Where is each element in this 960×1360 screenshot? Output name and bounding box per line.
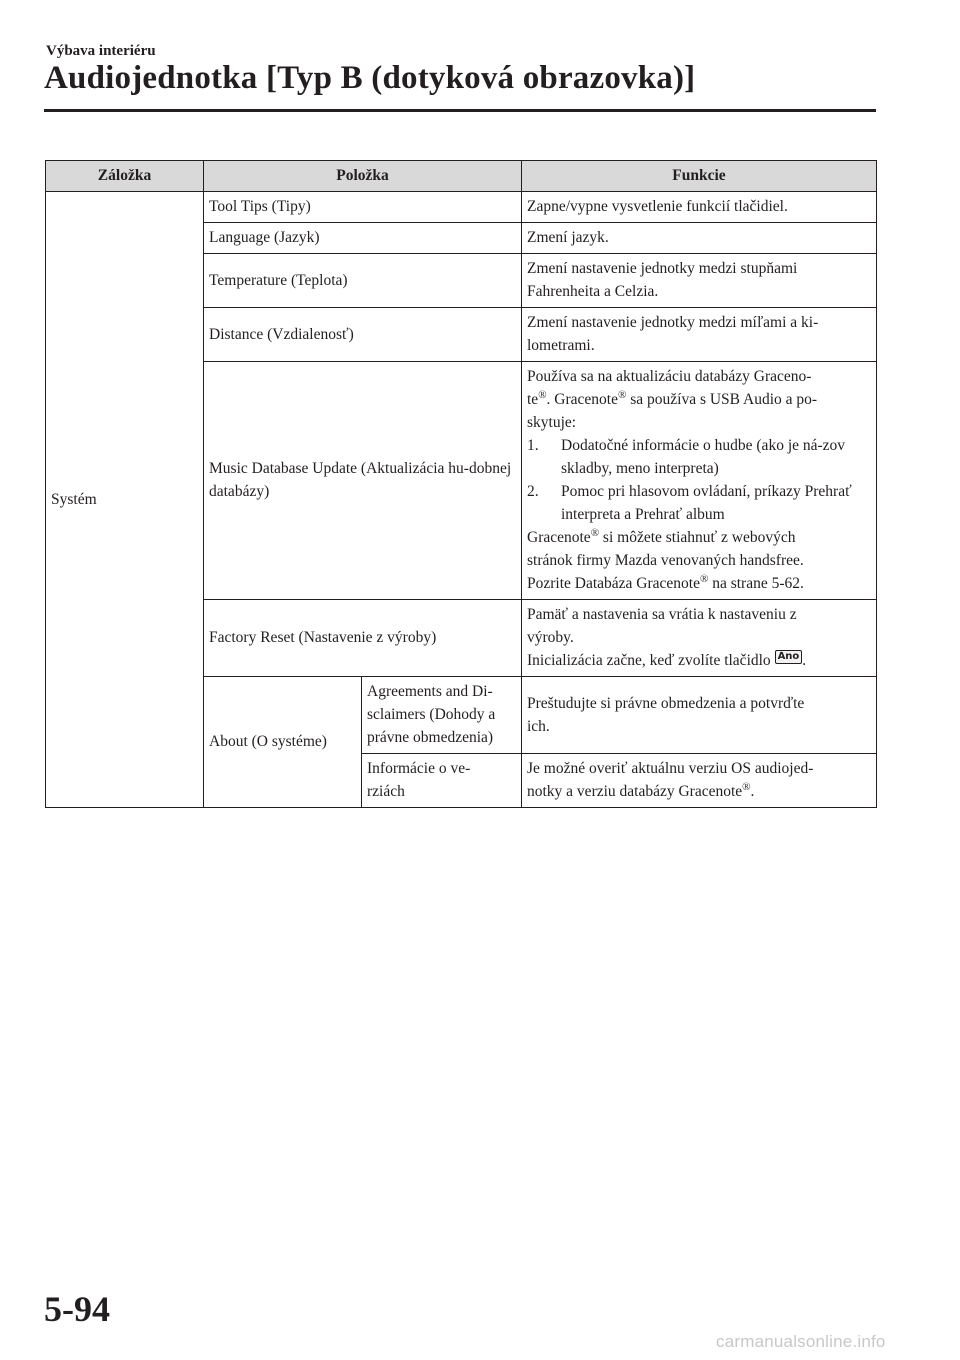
music-db-list-item: 2. Pomoc pri hlasovom ovládaní, príkazy Prehrať interpreta a Prehrať album <box>527 483 852 523</box>
music-db-download: Gracenote® si môžete stiahnuť z webových <box>527 526 796 546</box>
music-db-intro: te®. Gracenote® sa používa s USB Audio a po- <box>527 388 818 408</box>
music-db-list-item: 1. Dodatočné informácie o hudbe (ako je ná-zov skladby, meno interpreta) <box>527 437 846 477</box>
function-language: Zmení jazyk. <box>522 223 877 254</box>
function-distance <box>522 308 877 362</box>
function-factory-reset-line: Inicializácia začne, keď zvolíte tlačidlo Áno . <box>527 651 807 669</box>
header-tab: Záložka <box>46 161 204 192</box>
header-function: Funkcie <box>522 161 877 192</box>
registered-mark: ® <box>590 526 600 539</box>
registered-mark: ® <box>538 388 547 401</box>
page-number: 5-94 <box>44 1289 110 1329</box>
function-factory-reset-line: výroby. <box>527 629 574 646</box>
table-header-row <box>46 161 877 192</box>
item-distance: Distance (Vzdialenosť) <box>204 308 522 362</box>
item-temperature: Temperature (Teplota) <box>204 254 522 308</box>
function-distance-line: Zmení nastavenie jednotky medzi míľami a ki- <box>527 314 819 331</box>
item-factory-reset: Factory Reset (Nastavenie z výroby) <box>204 600 522 677</box>
section-label: Výbava interiéru <box>46 43 156 59</box>
item-music-database: Music Database Update (Aktualizácia hu-dobnej databázy) <box>204 362 522 600</box>
item-about: About (O systéme) <box>204 677 362 808</box>
item-language: Language (Jazyk) <box>204 223 522 254</box>
header-item: Položka <box>204 161 522 192</box>
registered-mark: ® <box>742 780 751 793</box>
registered-mark: ® <box>617 388 627 401</box>
function-tooltips: Zapne/vypne vysvetlenie funkcií tlačidiel. <box>522 192 877 223</box>
function-temperature <box>522 254 877 308</box>
function-factory-reset-line: Pamäť a nastavenia sa vrátia k nastaveniu z <box>527 606 797 623</box>
ano-button-icon: Áno <box>775 650 803 664</box>
music-db-intro: skytuje: <box>527 414 577 431</box>
function-distance-line: lometrami. <box>527 337 595 354</box>
function-version: Je možné overiť aktuálnu verziu OS audiojed- notky a verziu databázy Gracenote®. <box>522 754 877 808</box>
function-agreements: Preštudujte si právne obmedzenia a potvrďte ich. <box>522 677 877 754</box>
music-db-download: stránok firmy Mazda venovaných handsfree. <box>527 552 804 569</box>
registered-mark: ® <box>699 572 709 585</box>
music-db-intro: Používa sa na aktualizáciu databázy Graceno- <box>527 368 812 385</box>
subitem-version: Informácie o ve- rziách <box>362 754 522 808</box>
function-factory-reset <box>522 600 877 677</box>
table-row-tooltips <box>46 192 877 223</box>
subitem-agreements: Agreements and Di- sclaimers (Dohody a právne obmedzenia) <box>362 677 522 754</box>
page-title: Audiojednotka [Typ B (dotyková obrazovka)] <box>44 60 696 96</box>
settings-table <box>45 160 877 808</box>
title-divider <box>44 109 876 112</box>
function-temperature-line: Zmení nastavenie jednotky medzi stupňami <box>527 260 798 277</box>
function-temperature-line: Fahrenheita a Celzia. <box>527 283 659 300</box>
watermark: carmanualsonline.info <box>716 1332 886 1351</box>
item-tooltips: Tool Tips (Tipy) <box>204 192 522 223</box>
function-music-database <box>522 362 877 600</box>
music-db-reference: Pozrite Databáza Gracenote® na strane 5-62. <box>527 572 804 592</box>
category-system: Systém <box>46 192 204 808</box>
